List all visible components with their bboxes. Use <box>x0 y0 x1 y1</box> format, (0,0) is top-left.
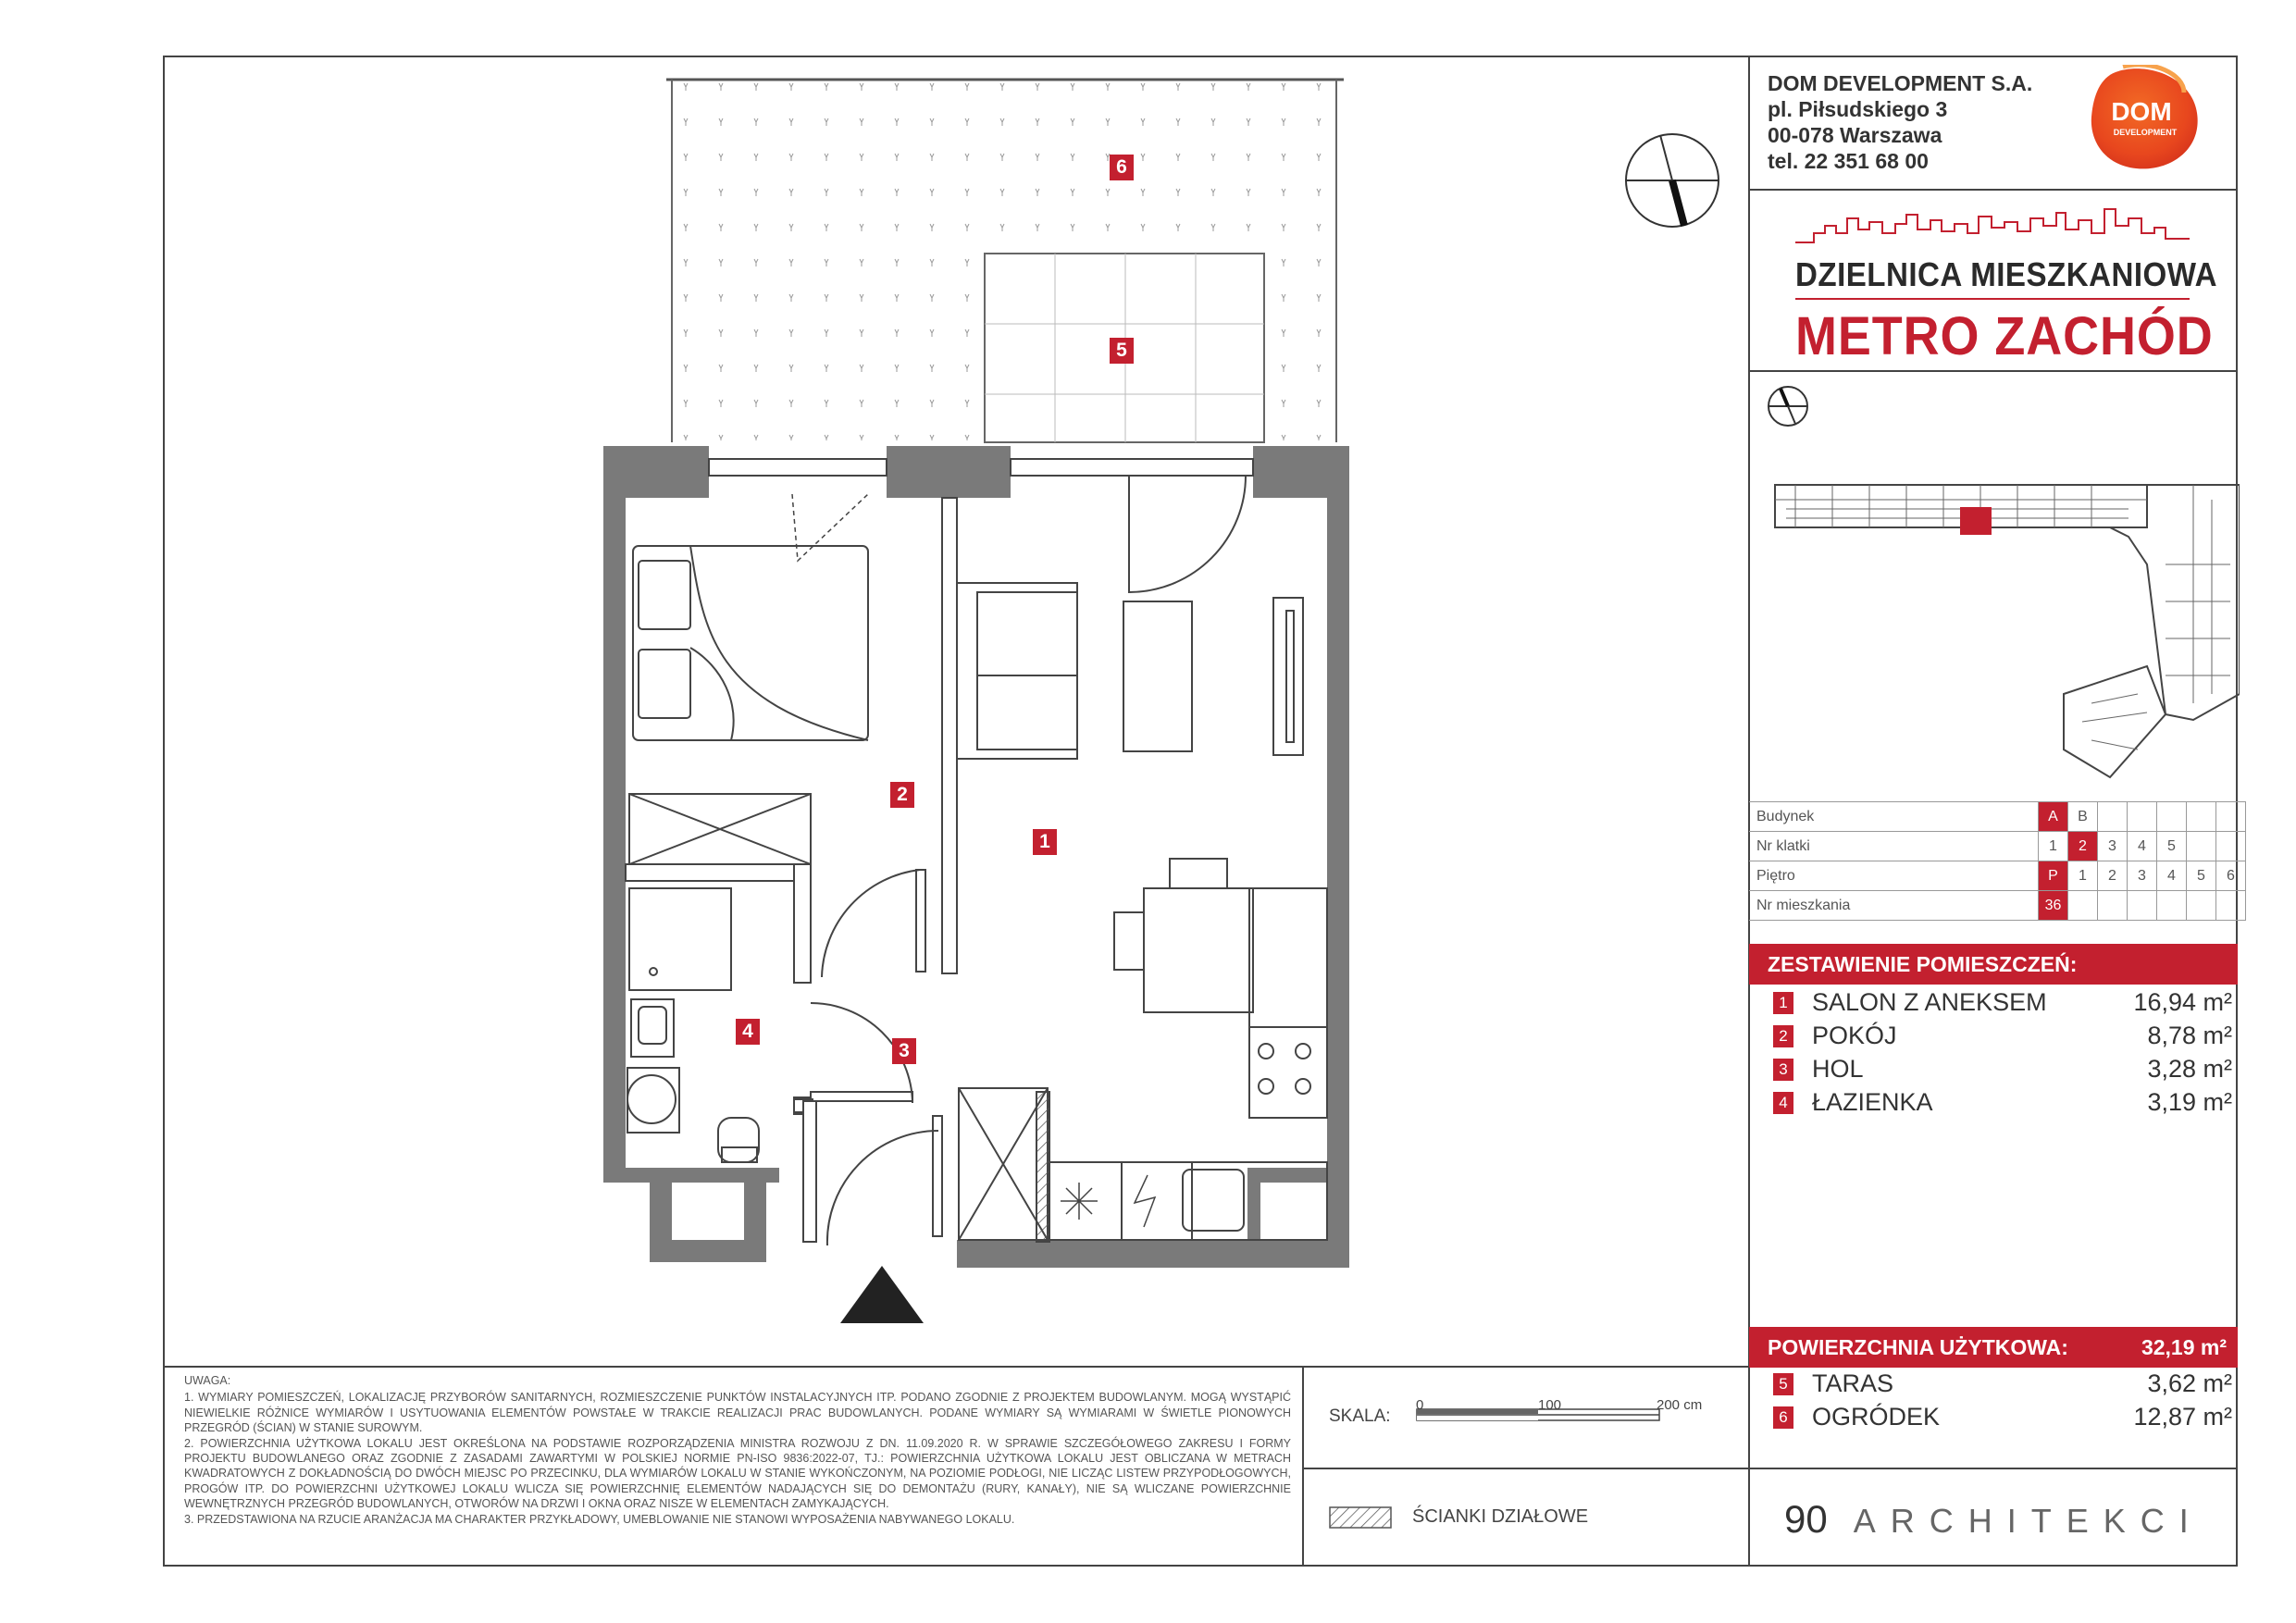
cell <box>2187 832 2216 861</box>
extra-row <box>1773 1403 2232 1434</box>
usable-area-value: 32,19 m² <box>2141 1335 2227 1359</box>
extra-area: 3,62 m² <box>2147 1369 2232 1397</box>
dom-development-logo <box>2088 65 2201 172</box>
scale-tick: 200 cm <box>1657 1397 1703 1413</box>
cell: 2 <box>2068 832 2098 861</box>
cell <box>2216 891 2246 921</box>
skyline-graphic <box>1795 205 2190 250</box>
cell: P <box>2039 861 2068 891</box>
cell: 1 <box>2039 832 2068 861</box>
cell: 4 <box>2128 832 2157 861</box>
room-label-1: 1 <box>1033 829 1057 855</box>
partition-legend-label: ŚCIANKI DZIAŁOWE <box>1412 1506 1589 1527</box>
apartment-info-table <box>1749 801 2246 921</box>
room-row <box>1773 1088 2232 1120</box>
cell <box>2157 802 2187 832</box>
extra-number: 6 <box>1773 1406 1793 1429</box>
room-area: 3,28 m² <box>2147 1055 2232 1083</box>
label-building: Budynek <box>1749 802 2039 832</box>
divider <box>1748 370 2238 372</box>
note-item: 3. PRZEDSTAWIONA NA RZUCIE ARANŻACJA MA CHARAKTER PRZYKŁADOWY, UMEBLOWANIE NIE STANOWI WYPOSAŻENIA NABYWANEGO LOKALU. <box>184 1512 1015 1526</box>
cell <box>2128 891 2157 921</box>
cell: 3 <box>2098 832 2128 861</box>
room-number: 1 <box>1773 992 1793 1014</box>
cell <box>2216 832 2246 861</box>
extra-number: 5 <box>1773 1373 1793 1395</box>
room-number: 4 <box>1773 1092 1793 1114</box>
cell <box>2128 802 2157 832</box>
cell: 4 <box>2157 861 2187 891</box>
cell <box>2098 802 2128 832</box>
cell <box>2068 891 2098 921</box>
cell: 2 <box>2098 861 2128 891</box>
cell: 3 <box>2128 861 2157 891</box>
project-title-line-2: METRO ZACHÓD <box>1795 306 2214 366</box>
room-label-4: 4 <box>736 1019 760 1045</box>
extra-name: OGRÓDEK <box>1812 1403 1941 1431</box>
room-area: 16,94 m² <box>2133 988 2232 1016</box>
cell: A <box>2039 802 2068 832</box>
room-row <box>1773 1055 2232 1086</box>
company-phone: tel. 22 351 68 00 <box>1768 149 1929 173</box>
cell <box>2187 891 2216 921</box>
scale-tick: 100 <box>1538 1397 1562 1413</box>
divider <box>163 1366 1750 1368</box>
building-key-plan <box>1758 472 2240 787</box>
usable-area-bar <box>1749 1327 2238 1368</box>
usable-area-label: POWIERZCHNIA UŻYTKOWA: <box>1768 1335 2068 1359</box>
room-label-5: 5 <box>1110 338 1134 364</box>
label-apartment-number: Nr mieszkania <box>1749 891 2039 921</box>
project-title-line-1: DZIELNICA MIESZKANIOWA <box>1795 255 2218 293</box>
compass-icon <box>1621 130 1723 231</box>
row-staircase <box>1749 832 2246 861</box>
label-floor: Piętro <box>1749 861 2039 891</box>
note-item: 1. WYMIARY POMIESZCZEŃ, LOKALIZACJĘ PRZYBORÓW SANITARNYCH, ROZMIESZCZENIE PUNKTÓW INSTALACYJNYCH ITP. PODANO ZGODNIE Z PROJEKTEM BUDOWLANYM. MOGĄ WYSTĄPIĆ NIEWIELKIE RÓŻNICE WYMIARÓW I USYTUOWANIA ELEMENTÓW POWSTAŁE W TRAKCIE REALIZACJI PRAC BUDOWLANYCH. PODANE WYMIARY SĄ WYMIARAMI W ŚWIETLE PIONOWYCH PRZEGRÓD (ŚCIAN) W STANIE SUROWYM. <box>184 1391 1291 1435</box>
row-floor <box>1749 861 2246 891</box>
row-building <box>1749 802 2246 832</box>
cell <box>2187 802 2216 832</box>
architect-number: 90 <box>1784 1497 1828 1541</box>
room-name: SALON Z ANEKSEM <box>1812 988 2047 1016</box>
scale-label: SKALA: <box>1329 1406 1391 1426</box>
rooms-header: ZESTAWIENIE POMIESZCZEŃ: <box>1749 944 2238 985</box>
cell: B <box>2068 802 2098 832</box>
divider <box>1302 1366 1304 1567</box>
room-name: POKÓJ <box>1812 1022 1897 1049</box>
compass-small-icon <box>1765 383 1811 429</box>
logo-subtext: DEVELOPMENT <box>2113 128 2178 137</box>
note-item: 2. POWIERZCHNIA UŻYTKOWA LOKALU JEST OKREŚLONA NA PODSTAWIE ROZPORZĄDZENIA MINISTRA ROZWOJU Z DN. 11.09.2020 R. W SPRAWIE SZCZEGÓŁOWEGO ZAKRESU I FORMY PROJEKTU BUDOWLANEGO ORAZ ZGODNIE Z ZASADAMI ZAWARTYMI W POLSKIEJ NORMIE PN-ISO 9836:2022-07, TJ.: POWIERZCHNIA UŻYTKOWA LOKALU JEST OBLICZANA W METRACH KWADRATOWYCH Z DOKŁADNOŚCIĄ DO DWÓCH MIEJSC PO PRZECINKU, DLA WYMIARÓW LOKALU W STANIE WYKOŃCZONYM, NA POZIOMIE PODŁOGI, NIE LICZĄC LISTEW PRZYPODŁOGOWYCH, PROGÓW ITP. DO POWIERZCHNI UŻYTKOWEJ LOKALU WLICZA SIĘ POWIERZCHNIĘ ELEMENTÓW NADAJĄCYCH SIĘ DO DEMONTAŻU (RURY, KANAŁY), NIE SĄ WLICZANE POWIERZCHNIE WEWNĘTRZNYCH PRZEGRÓD BUDOWLANYCH, OTWORÓW NA DRZWI I OKNA ORAZ NISZE W ELEMENTACH ZAMYKAJĄCYCH. <box>184 1436 1291 1511</box>
cell <box>2157 891 2187 921</box>
divider <box>1748 1468 2238 1469</box>
floor-plan <box>592 65 1425 1342</box>
divider <box>1748 189 2238 191</box>
notes-heading: UWAGA: <box>184 1374 231 1387</box>
room-number: 3 <box>1773 1059 1793 1081</box>
company-name: DOM DEVELOPMENT S.A. <box>1768 71 2033 95</box>
company-address-1: pl. Piłsudskiego 3 <box>1768 97 1948 121</box>
cell: 36 <box>2039 891 2068 921</box>
row-apartment-number <box>1749 891 2246 921</box>
architect-logo <box>1784 1497 2203 1542</box>
cell: 6 <box>2216 861 2246 891</box>
company-address-2: 00-078 Warszawa <box>1768 123 1942 147</box>
room-name: HOL <box>1812 1055 1864 1083</box>
cell: 1 <box>2068 861 2098 891</box>
room-area: 8,78 m² <box>2147 1022 2232 1049</box>
room-row <box>1773 1022 2232 1053</box>
room-name: ŁAZIENKA <box>1812 1088 1933 1116</box>
label-staircase: Nr klatki <box>1749 832 2039 861</box>
logo-text: DOM <box>2111 97 2172 126</box>
title-rule <box>1795 298 2190 300</box>
room-area: 3,19 m² <box>2147 1088 2232 1116</box>
partition-hatch-swatch <box>1329 1506 1392 1529</box>
cell <box>2098 891 2128 921</box>
room-number: 2 <box>1773 1025 1793 1047</box>
company-info <box>1768 70 2032 174</box>
cell: 5 <box>2157 832 2187 861</box>
divider <box>1302 1468 1750 1469</box>
extra-area: 12,87 m² <box>2133 1403 2232 1431</box>
architect-name: ARCHITEKCI <box>1853 1502 2203 1540</box>
extra-row <box>1773 1369 2232 1401</box>
room-label-6: 6 <box>1110 155 1134 180</box>
room-label-2: 2 <box>890 782 914 808</box>
cell: 5 <box>2187 861 2216 891</box>
scale-tick: 0 <box>1416 1397 1424 1413</box>
room-label-3: 3 <box>892 1038 916 1064</box>
cell <box>2216 802 2246 832</box>
notes-block <box>184 1373 1291 1527</box>
extra-name: TARAS <box>1812 1369 1894 1397</box>
room-row <box>1773 988 2232 1020</box>
